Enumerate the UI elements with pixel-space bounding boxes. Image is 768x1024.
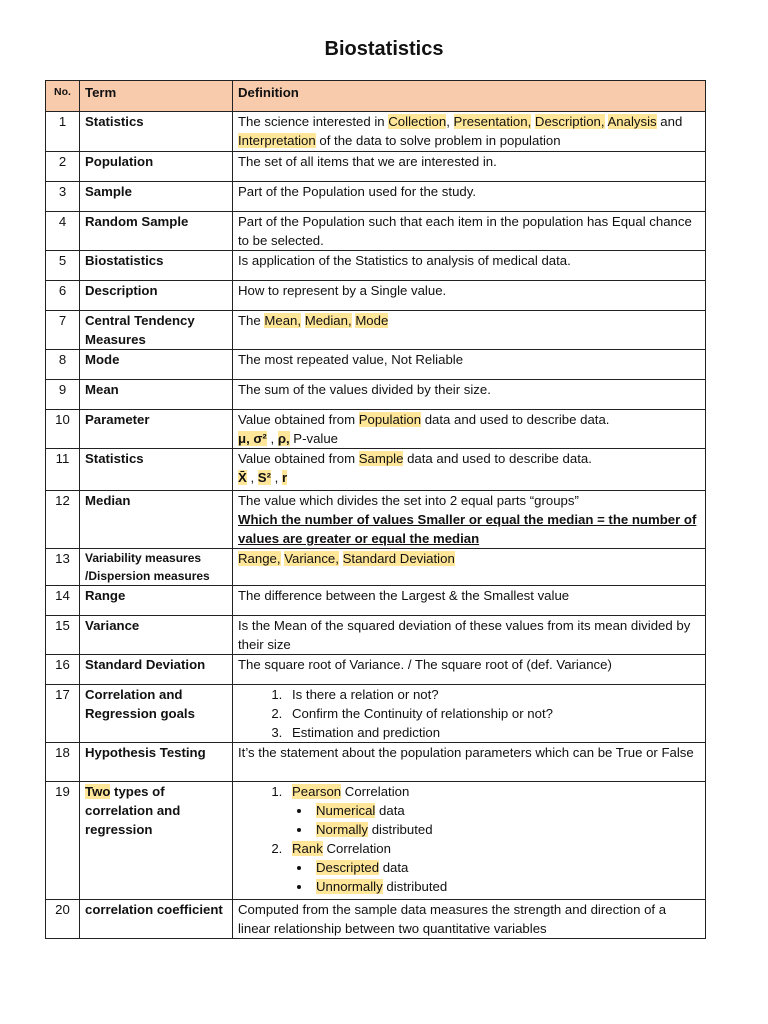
sub-list-item: • Descripted data bbox=[312, 858, 700, 877]
row-term: Biostatistics bbox=[80, 251, 233, 281]
row-term: correlation coefficient bbox=[80, 900, 233, 939]
row-definition: Value obtained from Sample data and used to describe data. X̄ , S² , r bbox=[233, 449, 706, 491]
row-number: 11 bbox=[46, 449, 80, 491]
row-definition: Part of the Population used for the study. bbox=[233, 182, 706, 212]
highlight: Unnormally bbox=[316, 879, 383, 894]
table-row bbox=[46, 782, 706, 900]
table-row bbox=[46, 549, 706, 586]
header-no: No. bbox=[46, 81, 80, 112]
highlight: Two bbox=[85, 784, 111, 799]
row-definition: The science interested in Collection, Presentation, Description, Analysis and Interpretation of the data to solve problem in population bbox=[233, 112, 706, 152]
highlight: Descripted bbox=[316, 860, 380, 875]
row-definition: The sum of the values divided by their size. bbox=[233, 380, 706, 410]
row-definition: The square root of Variance. / The square root of (def. Variance) bbox=[233, 655, 706, 685]
list-item: 1. Pearson Correlation • Numerical data • Normally distributed bbox=[286, 782, 700, 839]
row-number: 17 bbox=[46, 685, 80, 743]
highlight: Collection bbox=[388, 114, 447, 129]
table-row bbox=[46, 586, 706, 616]
row-number: 3 bbox=[46, 182, 80, 212]
row-definition: It’s the statement about the population parameters which can be True or False bbox=[233, 743, 706, 782]
row-definition bbox=[233, 549, 706, 586]
row-definition: How to represent by a Single value. bbox=[233, 281, 706, 311]
highlight: Pearson bbox=[292, 784, 342, 799]
highlight: Variance, bbox=[284, 551, 339, 566]
row-number: 1 bbox=[46, 112, 80, 152]
row-definition: Computed from the sample data measures the strength and direction of a linear relationship between two quantitative variables bbox=[233, 900, 706, 939]
sub-list-item: • Unnormally distributed bbox=[312, 877, 700, 896]
table-row bbox=[46, 449, 706, 491]
highlight: Range, bbox=[238, 551, 281, 566]
symbol-highlight: S² bbox=[257, 470, 271, 485]
row-term: Mean bbox=[80, 380, 233, 410]
symbol-highlight: ρ, bbox=[277, 431, 290, 446]
table-row bbox=[46, 380, 706, 410]
row-term: Statistics bbox=[80, 112, 233, 152]
table-row bbox=[46, 212, 706, 251]
row-term: Parameter bbox=[80, 410, 233, 449]
row-definition: The difference between the Largest & the Smallest value bbox=[233, 586, 706, 616]
highlight: Presentation, bbox=[453, 114, 532, 129]
row-term: Random Sample bbox=[80, 212, 233, 251]
row-definition bbox=[233, 685, 706, 743]
table-row bbox=[46, 311, 706, 350]
row-term: Mode bbox=[80, 350, 233, 380]
row-number: 10 bbox=[46, 410, 80, 449]
goals-list bbox=[238, 685, 700, 742]
table-row bbox=[46, 685, 706, 743]
highlight: Description, bbox=[534, 114, 605, 129]
row-number: 19 bbox=[46, 782, 80, 900]
list-item: 2. Confirm the Continuity of relationship or not? bbox=[286, 704, 700, 723]
table-row bbox=[46, 616, 706, 655]
table-row bbox=[46, 182, 706, 212]
row-term: Two types of correlation and regression bbox=[80, 782, 233, 900]
highlight: Mean, bbox=[264, 313, 302, 328]
row-term: Description bbox=[80, 281, 233, 311]
list-item: 2. Rank Correlation • Descripted data • Unnormally distributed bbox=[286, 839, 700, 896]
row-number: 4 bbox=[46, 212, 80, 251]
row-term: Central Tendency Measures bbox=[80, 311, 233, 350]
list-item: 3. Estimation and prediction bbox=[286, 723, 700, 742]
row-term: Population bbox=[80, 152, 233, 182]
row-definition: The Mean, Median, Mode bbox=[233, 311, 706, 350]
row-number: 14 bbox=[46, 586, 80, 616]
row-definition: Part of the Population such that each item in the population has Equal chance to be selected. bbox=[233, 212, 706, 251]
sub-list bbox=[292, 858, 700, 896]
row-term: Hypothesis Testing bbox=[80, 743, 233, 782]
table-row bbox=[46, 152, 706, 182]
table-header-row bbox=[46, 81, 706, 112]
highlight: Sample bbox=[358, 451, 404, 466]
row-term: Range bbox=[80, 586, 233, 616]
row-term: Variability measures /Dispersion measures bbox=[80, 549, 233, 586]
row-number: 20 bbox=[46, 900, 80, 939]
row-definition: The value which divides the set into 2 equal parts “groups” Which the number of values Smaller or equal the median = the number of values are greater or equal the median bbox=[233, 491, 706, 549]
table-row bbox=[46, 281, 706, 311]
highlight: Median, bbox=[304, 313, 352, 328]
symbol-highlight: X̄ bbox=[238, 470, 247, 485]
row-definition: Value obtained from Population data and used to describe data. μ, σ² , ρ, P-value bbox=[233, 410, 706, 449]
header-term: Term bbox=[80, 81, 233, 112]
symbol-highlight: μ, σ² bbox=[238, 431, 267, 446]
highlight: Population bbox=[358, 412, 422, 427]
highlight: Standard Deviation bbox=[342, 551, 455, 566]
row-number: 5 bbox=[46, 251, 80, 281]
table-row bbox=[46, 743, 706, 782]
sub-list-item: • Normally distributed bbox=[312, 820, 700, 839]
row-term: Standard Deviation bbox=[80, 655, 233, 685]
row-term: Variance bbox=[80, 616, 233, 655]
row-definition: Is application of the Statistics to analysis of medical data. bbox=[233, 251, 706, 281]
row-term: Median bbox=[80, 491, 233, 549]
row-term: Statistics bbox=[80, 449, 233, 491]
bold-underlined-text: Which the number of values Smaller or equal the median = the number of values are greater or equal the median bbox=[238, 512, 697, 546]
row-number: 9 bbox=[46, 380, 80, 410]
table-row bbox=[46, 350, 706, 380]
row-number: 7 bbox=[46, 311, 80, 350]
row-number: 18 bbox=[46, 743, 80, 782]
row-definition: The set of all items that we are interested in. bbox=[233, 152, 706, 182]
header-definition: Definition bbox=[233, 81, 706, 112]
row-definition: The most repeated value, Not Reliable bbox=[233, 350, 706, 380]
row-term: Sample bbox=[80, 182, 233, 212]
table-row bbox=[46, 112, 706, 152]
row-number: 12 bbox=[46, 491, 80, 549]
highlight: Rank bbox=[292, 841, 323, 856]
row-definition bbox=[233, 782, 706, 900]
table-row bbox=[46, 655, 706, 685]
table-row bbox=[46, 251, 706, 281]
highlight: Mode bbox=[355, 313, 389, 328]
definitions-table bbox=[45, 80, 706, 939]
table-row bbox=[46, 491, 706, 549]
page-title: Biostatistics bbox=[324, 38, 444, 60]
row-number: 16 bbox=[46, 655, 80, 685]
row-number: 2 bbox=[46, 152, 80, 182]
sub-list-item: • Numerical data bbox=[312, 801, 700, 820]
row-definition: Is the Mean of the squared deviation of these values from its mean divided by their size bbox=[233, 616, 706, 655]
table-row bbox=[46, 900, 706, 939]
row-number: 13 bbox=[46, 549, 80, 586]
highlight: Analysis bbox=[607, 114, 657, 129]
highlight: Interpretation bbox=[238, 133, 316, 148]
row-number: 6 bbox=[46, 281, 80, 311]
row-term: Correlation and Regression goals bbox=[80, 685, 233, 743]
list-item: 1. Is there a relation or not? bbox=[286, 685, 700, 704]
table-row bbox=[46, 410, 706, 449]
highlight: Numerical bbox=[316, 803, 376, 818]
correlation-types-list bbox=[238, 782, 700, 896]
row-number: 8 bbox=[46, 350, 80, 380]
sub-list bbox=[292, 801, 700, 839]
symbol-highlight: r bbox=[281, 470, 288, 485]
row-number: 15 bbox=[46, 616, 80, 655]
highlight: Normally bbox=[316, 822, 369, 837]
